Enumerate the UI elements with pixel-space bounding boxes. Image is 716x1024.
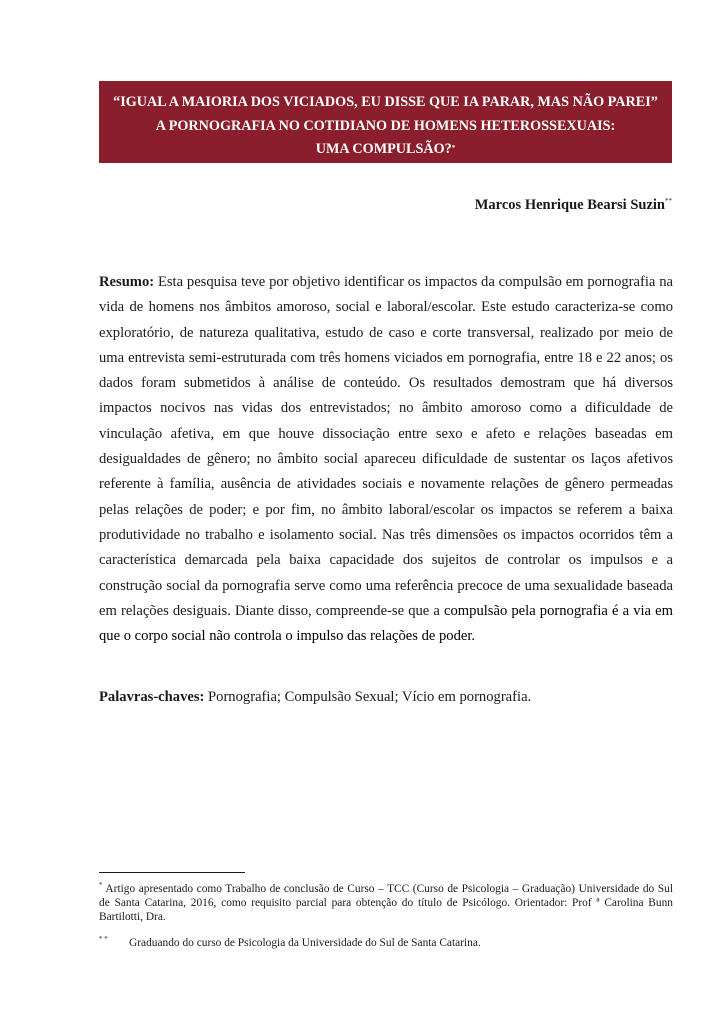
keywords xyxy=(99,686,673,708)
footnote-2-mark: * * xyxy=(99,935,108,943)
abstract-emphasis: compulsão pela pornografia é a via em que o corpo social não controla o impulso das relações de poder. xyxy=(99,602,673,645)
footnote-1-mark: * xyxy=(99,881,103,889)
footnote-1 xyxy=(99,878,673,924)
title-footnote-mark: * xyxy=(451,144,456,152)
title-line-1: “IGUAL A MAIORIA DOS VICIADOS, EU DISSE QUE IA PARAR, MAS NÃO PAREI” xyxy=(113,94,658,110)
abstract-label: Resumo: xyxy=(99,274,155,290)
keywords-text: Pornografia; Compulsão Sexual; Vício em pornografia. xyxy=(204,689,532,705)
abstract-text: Esta pesquisa teve por objetivo identificar os impactos da compulsão em pornografia na vida de homens nos âmbitos amoroso, social e laboral/escolar. Este estudo caracteriza-se como exploratório, de natureza qualitativa, estudo de caso e corte transversal, realizado por meio de uma entrevista semi-estruturada com três homens viciados em pornografia, entre 18 e 22 anos; os dados foram submetidos à análise de conteúdo. Os resultados demostram que há diversos impactos nocivos nas vidas dos entrevistados; no âmbito amoroso como a dificuldade de vinculação afetiva, em que houve dissociação entre sexo e afeto e relações baseadas em desigualdades de gênero; no âmbito social apareceu dificuldade de sustentar os laços afetivos referente à família, ausência de atividades sociais e novamente relações de gênero permeadas pelas relações de poder; e por fim, no âmbito laboral/escolar os impactos se referem a baixa produtividade no trabalho e isolamento social. Nas três dimensões os impactos ocorridos têm a característica demarcada pela baixa capacidade dos sujeitos de controlar os impulsos e a construção social da pornografia serve como uma referência precoce de uma sexualidade baseada em relações desiguais. Diante disso, compreende-se que a xyxy=(99,274,673,619)
title-line-3 xyxy=(99,138,672,162)
footnote-divider xyxy=(99,872,245,873)
footnote-1-text: Artigo apresentado como Trabalho de conclusão de Curso – TCC (Curso de Psicologia – Graduação) Universidade do Sul de Santa Catarina, 2016, como requisito parcial para obtenção do título de Psicólogo. Orientador: Prof ª Carolina Bunn Bartilotti, Dra. xyxy=(99,882,673,924)
footnote-2-text: Graduando do curso de Psicologia da Universidade do Sul de Santa Catarina. xyxy=(129,936,481,949)
title-line-2: A PORNOGRAFIA NO COTIDIANO DE HOMENS HETEROSSEXUAIS: xyxy=(155,117,616,134)
abstract xyxy=(99,270,673,649)
title-line-3-text: UMA COMPULSÃO? xyxy=(315,141,452,157)
author-line xyxy=(475,197,672,214)
footnote-2 xyxy=(99,932,673,950)
title-banner xyxy=(99,81,672,163)
keywords-label: Palavras-chaves: xyxy=(99,689,205,705)
author-footnote-mark: ** xyxy=(665,197,672,206)
author-name: Marcos Henrique Bearsi Suzin xyxy=(474,197,665,213)
